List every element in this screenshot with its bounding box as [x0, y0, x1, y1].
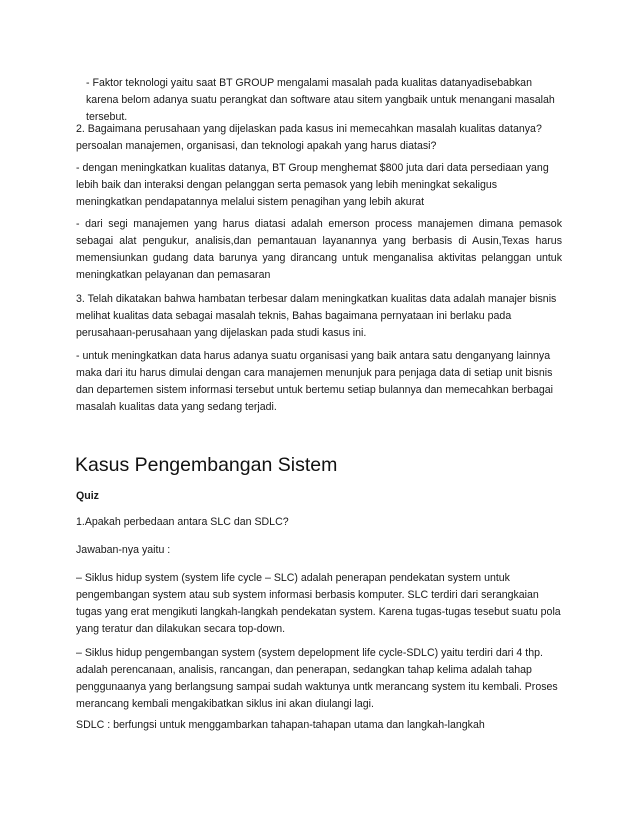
sdlc-line: SDLC : berfungsi untuk menggambarkan tahapan-tahapan utama dan langkah-langkah — [76, 719, 485, 731]
answer-2b: - dari segi manajemen yang harus diatasi adalah emerson process manajemen dimana pemasok sebagai alat pengukur, analisis,dan pemantauan layanannya yang berbasis di Ausin,Texas harus memensiunkan gudang data barunya yang dirancang untuk menganalisa aktivitas pelanggan untuk meningkatkan pelayanan dan pemasaran — [76, 218, 562, 281]
answer-sdlc: – Siklus hidup pengembangan system (system depelopment life cycle-SDLC) yaitu terdiri dari 4 thp. adalah perencanaan, analisis, rancangan, dan penerapan, sedangkan tahap kelima adalah tahap penggunaanya yang berlangsung sampai sudah waktunya untk merancang system itu kembali. Proses merancang kembali mengakibatkan siklus ini akan diulangi lagi. — [76, 647, 558, 710]
question-2: 2. Bagaimana perusahaan yang dijelaskan pada kasus ini memecahkan masalah kualitas datanya? persoalan manajemen, organisasi, dan teknologi apakah yang harus diatasi? — [76, 123, 542, 152]
question-3: 3. Telah dikatakan bahwa hambatan terbesar dalam meningkatkan kualitas data adalah manajer bisnis melihat kualitas data sebagai masalah teknis, Bahas bagaimana pernyataan ini berlaku pada perusahaan-perusahaan yang dijelaskan pada studi kasus ini. — [76, 293, 557, 339]
answer-slc: – Siklus hidup system (system life cycle – SLC) adalah penerapan pendekatan system untuk pengembangan system atau sub system informasi berbasis komputer. SLC terdiri dari serangkaian tugas yang erat mengikuti langkah-langkah pendekatan system. Karena tugas-tugas tesebut suatu pola yang teratur dan dilakukan secara top-down. — [76, 572, 561, 635]
quiz-label: Quiz — [76, 490, 99, 502]
paragraph-faktor-teknologi: - Faktor teknologi yaitu saat BT GROUP mengalami masalah pada kualitas datanyadisebabkan karena belom adanya suatu perangkat dan software atau sitem yangbaik untuk menangani masalah tersebut. — [86, 77, 555, 123]
answer-3: - untuk meningkatkan data harus adanya suatu organisasi yang baik antara satu denganyang lainnya maka dari itu harus dimulai dengan cara manajemen menunjuk para penjaga data di setiap unit bisnis dan departemen sistem informasi tersebut untuk bertemu setiap bulannya dan memecahkan berbagai masalah kualitas data yang sedang terjadi. — [76, 350, 553, 413]
section-heading: Kasus Pengembangan Sistem — [75, 454, 338, 476]
answer-2a: - dengan meningkatkan kualitas datanya, BT Group menghemat $800 juta dari data persediaan yang lebih baik dan interaksi dengan pelanggan serta pemasok yang lebih meningkat sekaligus meningkatkan pendapatannya melalui sistem penagihan yang lebih akurat — [76, 162, 549, 208]
answer-intro: Jawaban-nya yaitu : — [76, 544, 171, 556]
quiz-question-1: 1.Apakah perbedaan antara SLC dan SDLC? — [76, 516, 289, 528]
